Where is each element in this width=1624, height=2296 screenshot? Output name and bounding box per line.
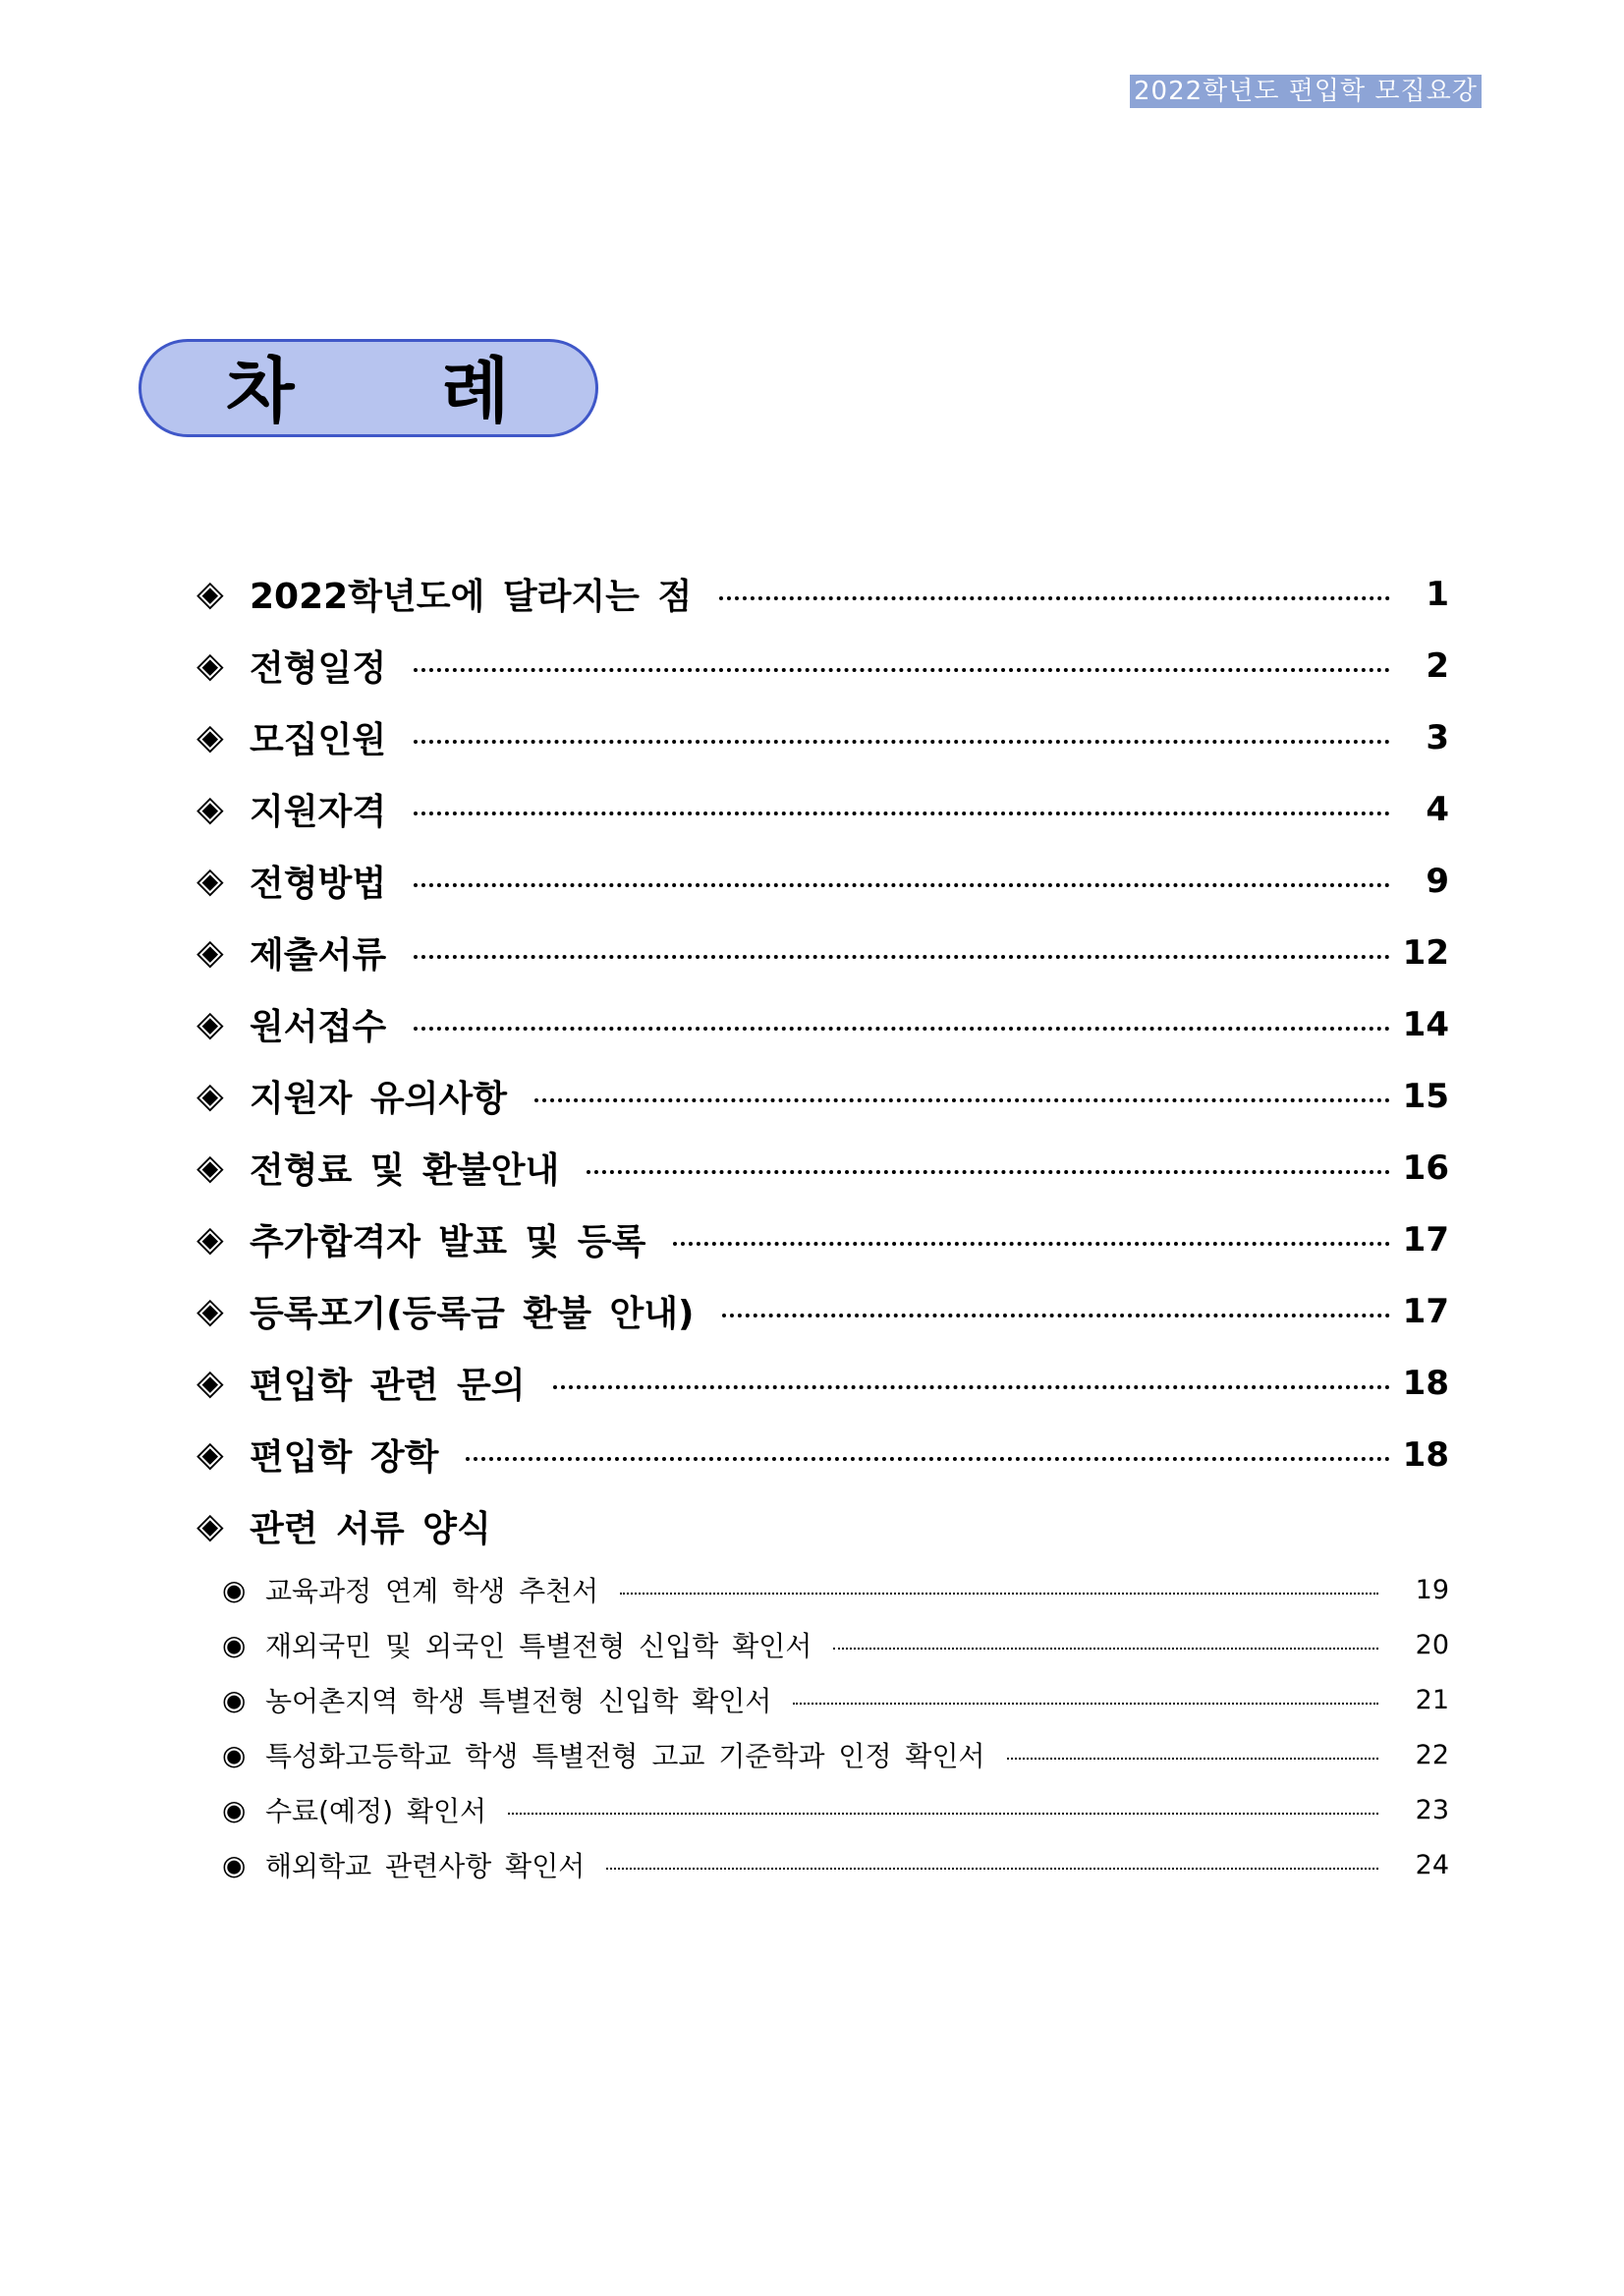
diamond-bullet-icon: ◈	[196, 1076, 224, 1116]
dotted-leader	[587, 1170, 1390, 1174]
toc-item-page: 16	[1402, 1148, 1449, 1188]
diamond-bullet-icon: ◈	[196, 1219, 224, 1260]
diamond-bullet-icon: ◈	[196, 717, 224, 757]
dotted-leader	[534, 1098, 1390, 1102]
circle-bullet-icon: ◉	[222, 1573, 247, 1606]
toc-item-label: 전형료 및 환불안내	[250, 1150, 560, 1191]
toc-item[interactable]	[196, 701, 1449, 773]
diamond-bullet-icon: ◈	[196, 1004, 224, 1044]
toc-item-label: 관련 서류 양식	[250, 1509, 491, 1549]
dotted-leader	[414, 740, 1390, 744]
toc-item[interactable]	[196, 845, 1449, 917]
toc-item[interactable]	[196, 1419, 1449, 1490]
toc-sub-item[interactable]	[222, 1672, 1449, 1727]
toc-sub-item-label: 해외학교 관련사항 확인서	[265, 1850, 586, 1882]
circle-bullet-icon: ◉	[222, 1628, 247, 1661]
toc-sub-item-label: 농어촌지역 학생 특별전형 신입학 확인서	[265, 1685, 772, 1717]
toc-item[interactable]	[196, 917, 1449, 988]
toc-item-page: 1	[1426, 574, 1449, 614]
toc-item[interactable]	[196, 773, 1449, 845]
toc-sub-item-page: 20	[1415, 1629, 1449, 1660]
toc-item-label: 편입학 관련 문의	[250, 1366, 526, 1406]
toc-item-page: 4	[1426, 789, 1449, 829]
toc-item-page: 15	[1402, 1076, 1449, 1116]
toc-item-label: 전형방법	[250, 864, 387, 904]
diamond-bullet-icon: ◈	[196, 1506, 224, 1546]
toc-sub-item-label: 재외국민 및 외국인 특별전형 신입학 확인서	[265, 1630, 812, 1662]
toc-item-page: 3	[1426, 717, 1449, 757]
dotted-leader	[722, 1314, 1390, 1317]
toc-item-page: 17	[1402, 1219, 1449, 1260]
toc-sub-item-page: 23	[1415, 1794, 1449, 1825]
toc-sub-item-page: 22	[1415, 1739, 1449, 1770]
document-header-tag: 2022학년도 편입학 모집요강	[1130, 75, 1482, 108]
diamond-bullet-icon: ◈	[196, 861, 224, 901]
diamond-bullet-icon: ◈	[196, 1434, 224, 1475]
circle-bullet-icon: ◉	[222, 1738, 247, 1771]
diamond-bullet-icon: ◈	[196, 1148, 224, 1188]
dotted-leader	[466, 1457, 1390, 1461]
toc-item-label: 편입학 장학	[250, 1437, 439, 1478]
dotted-leader	[414, 812, 1390, 815]
dotted-leader	[414, 668, 1390, 672]
table-of-contents	[196, 558, 1449, 1892]
toc-item-label: 전형일정	[250, 648, 387, 689]
toc-sub-item-label: 특성화고등학교 학생 특별전형 고교 기준학과 인정 확인서	[265, 1740, 985, 1772]
toc-title-char-2: 례	[441, 350, 510, 432]
toc-sub-item[interactable]	[222, 1837, 1449, 1892]
toc-item-label: 지원자격	[250, 792, 387, 832]
toc-item[interactable]	[196, 1204, 1449, 1275]
toc-sub-item-label: 교육과정 연계 학생 추천서	[265, 1575, 599, 1607]
dotted-leader	[833, 1648, 1378, 1650]
toc-sub-item-page: 19	[1415, 1574, 1449, 1605]
toc-item[interactable]	[196, 1347, 1449, 1419]
toc-sub-item[interactable]	[222, 1727, 1449, 1782]
circle-bullet-icon: ◉	[222, 1848, 247, 1881]
toc-title-box	[139, 339, 598, 437]
diamond-bullet-icon: ◈	[196, 574, 224, 614]
dotted-leader	[414, 883, 1390, 887]
dotted-leader	[1007, 1758, 1378, 1760]
toc-sub-item-page: 24	[1415, 1849, 1449, 1880]
dotted-leader	[673, 1242, 1390, 1246]
toc-item-label: 지원자 유의사항	[250, 1079, 507, 1119]
dotted-leader	[508, 1813, 1378, 1815]
toc-item[interactable]	[196, 1275, 1449, 1347]
toc-item-label: 등록포기(등록금 환불 안내)	[250, 1294, 695, 1334]
toc-item-page: 12	[1402, 932, 1449, 973]
diamond-bullet-icon: ◈	[196, 789, 224, 829]
toc-item[interactable]	[196, 558, 1449, 630]
toc-sub-item[interactable]	[222, 1617, 1449, 1672]
toc-item-label: 모집인원	[250, 720, 387, 760]
diamond-bullet-icon: ◈	[196, 1363, 224, 1403]
toc-item[interactable]	[196, 1490, 1449, 1562]
dotted-leader	[414, 1027, 1390, 1031]
toc-item[interactable]	[196, 988, 1449, 1060]
toc-item-label: 원서접수	[250, 1007, 387, 1047]
diamond-bullet-icon: ◈	[196, 645, 224, 686]
toc-item-page: 2	[1426, 645, 1449, 686]
toc-sub-item-label: 수료(예정) 확인서	[265, 1795, 487, 1827]
circle-bullet-icon: ◉	[222, 1793, 247, 1826]
toc-sub-item[interactable]	[222, 1562, 1449, 1617]
toc-item-page: 9	[1426, 861, 1449, 901]
toc-item-page: 18	[1402, 1363, 1449, 1403]
circle-bullet-icon: ◉	[222, 1683, 247, 1716]
toc-item-page: 17	[1402, 1291, 1449, 1331]
dotted-leader	[719, 596, 1390, 600]
dotted-leader	[553, 1385, 1391, 1389]
diamond-bullet-icon: ◈	[196, 1291, 224, 1331]
toc-item-label: 제출서류	[250, 935, 387, 976]
toc-item-label: 추가합격자 발표 및 등록	[250, 1222, 646, 1262]
toc-item-label: 2022학년도에 달라지는 점	[250, 577, 693, 617]
toc-item[interactable]	[196, 630, 1449, 701]
toc-item-page: 18	[1402, 1434, 1449, 1475]
toc-title-char-1: 차	[226, 350, 295, 432]
diamond-bullet-icon: ◈	[196, 932, 224, 973]
dotted-leader	[606, 1868, 1378, 1870]
dotted-leader	[414, 955, 1390, 959]
toc-sub-item[interactable]	[222, 1782, 1449, 1837]
dotted-leader	[793, 1703, 1378, 1705]
toc-item[interactable]	[196, 1060, 1449, 1132]
dotted-leader	[620, 1593, 1378, 1595]
toc-sub-item-page: 21	[1415, 1684, 1449, 1715]
toc-item-page: 14	[1402, 1004, 1449, 1044]
toc-item[interactable]	[196, 1132, 1449, 1204]
